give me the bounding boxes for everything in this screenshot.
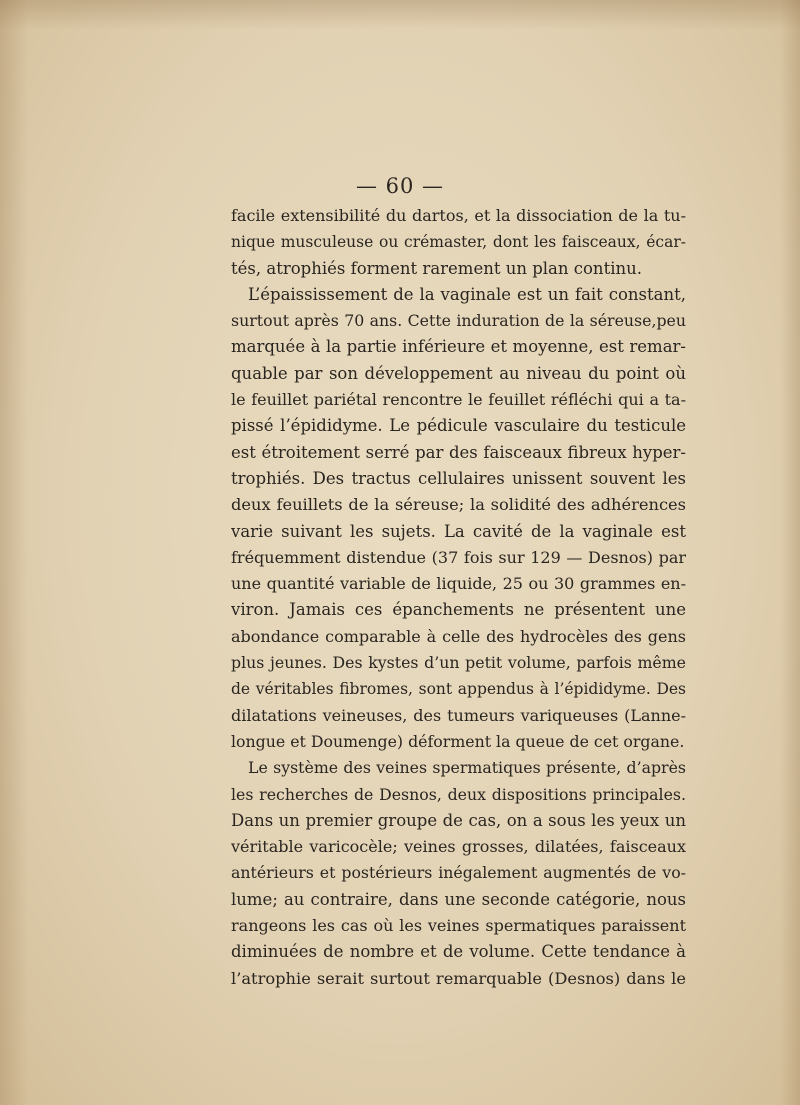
text-line: trophiés. Des tractus cellulaires unissent souvent les xyxy=(231,468,686,488)
text-line: Le système des veines spermatiques présente, d’après xyxy=(248,758,686,778)
text-line: diminuées de nombre et de volume. Cette tendance à xyxy=(231,942,686,962)
text-line: les recherches de Desnos, deux dispositions principales. xyxy=(231,784,686,804)
text-line: rangeons les cas où les veines spermatiques paraissent xyxy=(231,916,686,936)
text-line: de véritables fibromes, sont appendus à l’épididyme. Des xyxy=(231,680,686,699)
text-line: abondance comparable à celle des hydrocèles des gens xyxy=(231,626,686,646)
text-line: deux feuillets de la séreuse; la solidité des adhérences xyxy=(231,495,686,515)
text-line: facile extensibilité du dartos, et la dissociation de la tu- xyxy=(231,206,686,225)
text-line: fréquemment distendue (37 fois sur 129 — Desnos) par xyxy=(231,547,686,567)
text-line: longue et Doumenge) déforment la queue de cet organe. xyxy=(231,731,685,751)
text-line: lume; au contraire, dans une seconde catégorie, nous xyxy=(231,889,686,909)
text-line: viron. Jamais ces épanchements ne présentent une xyxy=(231,600,686,620)
text-line: pissé l’épididyme. Le pédicule vasculaire du testicule xyxy=(231,416,686,436)
text-line: surtout après 70 ans. Cette induration de la séreuse,peu xyxy=(231,311,686,331)
text-line: l’atrophie serait surtout remarquable (Desnos) dans le xyxy=(231,968,686,988)
text-line: antérieurs et postérieurs inégalement augmentés de vo- xyxy=(231,863,686,883)
body-text xyxy=(231,203,686,992)
text-line: nique musculeuse ou crémaster, dont les faisceaux, écar- xyxy=(231,233,686,252)
text-line: est étroitement serré par des faisceaux fibreux hyper- xyxy=(231,442,686,462)
text-line: Dans un premier groupe de cas, on a sous les yeux un xyxy=(231,810,686,830)
text-line: plus jeunes. Des kystes d’un petit volume, parfois même xyxy=(231,653,686,673)
text-line: véritable varicocèle; veines grosses, dilatées, faisceaux xyxy=(231,837,686,857)
text-line: tés, atrophiés forment rarement un plan continu. xyxy=(231,258,642,278)
text-line: le feuillet pariétal rencontre le feuillet réfléchi qui a ta- xyxy=(231,390,686,410)
text-line: quable par son développement au niveau du point où xyxy=(231,363,686,383)
text-line: varie suivant les sujets. La cavité de la vaginale est xyxy=(231,521,686,541)
text-line: une quantité variable de liquide, 25 ou 30 grammes en- xyxy=(231,574,686,594)
text-line: L’épaississement de la vaginale est un fait constant, xyxy=(248,284,686,304)
text-line: dilatations veineuses, des tumeurs variqueuses (Lanne- xyxy=(231,705,686,725)
text-line: marquée à la partie inférieure et moyenne, est remar- xyxy=(231,337,686,357)
page-edge-shadow-right xyxy=(780,0,800,1105)
page-edge-shadow-left xyxy=(0,0,28,1105)
page-number: — 60 — xyxy=(355,174,445,198)
page-edge-shadow-top xyxy=(0,0,800,30)
